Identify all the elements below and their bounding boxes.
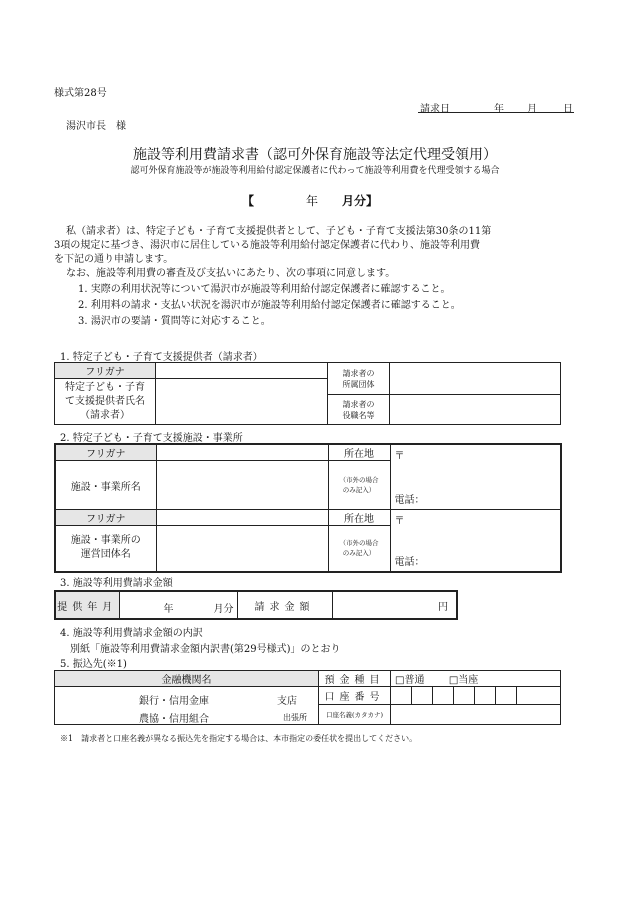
intro-line-1: 私（請求者）は、特定子ども・子育て支援提供者として、子ども・子育て支援法第30条の11第 bbox=[66, 226, 492, 237]
s1-furigana-input[interactable] bbox=[156, 363, 328, 379]
s1-org-input[interactable] bbox=[390, 363, 561, 395]
footnote: ※1 請求者と口座名義が異なる振込先を指定する場合は、本市指定の委任状を提出してください。 bbox=[60, 734, 418, 743]
form-number: 様式第28号 bbox=[54, 88, 107, 99]
s5-bank-input[interactable] bbox=[55, 687, 319, 725]
section4-heading: 4. 施設等利用費請求金額の内訳 bbox=[60, 628, 203, 639]
s1-name-input[interactable] bbox=[156, 379, 328, 425]
s1-org-label: 請求者の 所属団体 bbox=[328, 363, 390, 395]
s1-furigana-label: フリガナ bbox=[55, 363, 156, 379]
page-subtitle: 認可外保育施設等が施設等利用給付認定保護者に代わって施設等利用費を代理受領する場合 bbox=[130, 166, 500, 176]
s5-bank-type-1: 銀行・信用金庫 bbox=[139, 696, 209, 707]
s2-operator-location-label: 所在地 bbox=[328, 510, 390, 526]
s5-deposit-type-label: 預金種目 bbox=[319, 671, 391, 687]
section1-table bbox=[54, 362, 561, 425]
s5-account-digit-6[interactable] bbox=[496, 687, 517, 705]
section1-heading: 1. 特定子ども・子育て支援提供者（請求者） bbox=[60, 352, 263, 363]
s1-position-label: 請求者の 役職名等 bbox=[328, 395, 390, 425]
request-date-underline bbox=[418, 112, 574, 113]
s2-operator-phone-label: 電話： bbox=[394, 556, 425, 568]
addressee-text: 湯沢市長 様 bbox=[66, 121, 126, 132]
s3-yen: 円 bbox=[438, 601, 448, 613]
s2-facility-name-input[interactable] bbox=[156, 461, 328, 510]
request-date-label: 請求日 bbox=[420, 104, 450, 115]
s2-operator-furigana-label: フリガナ bbox=[55, 510, 156, 526]
s3-year: 年 bbox=[163, 604, 174, 615]
s5-account-digit-1[interactable] bbox=[391, 687, 412, 705]
s5-current-checkbox[interactable]: □当座 bbox=[448, 675, 479, 686]
page-title: 施設等利用費請求書（認可外保育施設等法定代理受領用） bbox=[133, 147, 497, 163]
s2-operator-furigana-input[interactable] bbox=[156, 510, 328, 526]
s2-address-input[interactable] bbox=[390, 444, 561, 510]
s2-postal-mark: 〒 bbox=[394, 451, 405, 462]
s5-deposit-type-options bbox=[391, 671, 561, 687]
intro-line-2: 3項の規定に基づき、湯沢市に居住している施設等利用給付認定保護者に代わり、施設等利用費 bbox=[54, 240, 480, 251]
s2-operator-outside-note: （市外の場合 のみ記入） bbox=[328, 526, 390, 572]
s3-amount-input[interactable] bbox=[332, 591, 457, 619]
s5-branch: 支店 bbox=[277, 696, 297, 707]
s3-provision-label: 提供年月 bbox=[55, 591, 119, 619]
s3-provision-input[interactable] bbox=[119, 591, 237, 619]
s5-account-holder-input[interactable] bbox=[391, 705, 561, 725]
s2-furigana-label: フリガナ bbox=[55, 444, 156, 461]
s5-account-digit-2[interactable] bbox=[412, 687, 433, 705]
section4-text: 別紙「施設等利用費請求金額内訳書(第29号様式)」のとおり bbox=[70, 644, 341, 655]
period-month: 月分】 bbox=[342, 194, 379, 208]
section5-table bbox=[54, 670, 561, 725]
consent-item-1: 1. 実際の利用状況等について湯沢市が施設等利用給付認定保護者に確認すること。 bbox=[78, 284, 451, 295]
period-open: 【 bbox=[242, 194, 255, 208]
s5-account-digit-3[interactable] bbox=[433, 687, 454, 705]
s2-operator-address-input[interactable] bbox=[390, 510, 561, 572]
s5-account-number-label: 口座番号 bbox=[319, 687, 391, 705]
s2-operator-label: 施設・事業所の 運営団体名 bbox=[55, 526, 156, 572]
s5-bank-type-2: 農協・信用組合 bbox=[139, 714, 209, 725]
request-date-day: 日 bbox=[563, 104, 573, 115]
section5-heading: 5. 振込先(※1) bbox=[60, 659, 127, 670]
section2-table bbox=[54, 443, 562, 573]
request-date-year: 年 bbox=[494, 104, 504, 115]
section3-heading: 3. 施設等利用費請求金額 bbox=[60, 578, 173, 589]
s5-account-digit-4[interactable] bbox=[454, 687, 475, 705]
s5-account-digit-7[interactable] bbox=[517, 687, 561, 705]
s5-account-holder-label: 口座名義(カタカナ) bbox=[319, 705, 391, 725]
s5-sub-branch: 出張所 bbox=[283, 713, 307, 722]
intro-line-3: を下記の通り申請します。 bbox=[54, 254, 174, 265]
consent-item-2: 2. 利用料の請求・支払い状況を湯沢市が施設等利用給付認定保護者に確認すること。 bbox=[78, 300, 461, 311]
period-year: 年 bbox=[306, 194, 319, 208]
s2-operator-postal-mark: 〒 bbox=[394, 516, 405, 527]
s1-position-input[interactable] bbox=[390, 395, 561, 425]
s2-phone-label: 電話： bbox=[394, 495, 425, 506]
s2-furigana-input[interactable] bbox=[156, 444, 328, 461]
s3-amount-label: 請求金額 bbox=[237, 591, 332, 619]
s5-bank-label: 金融機関名 bbox=[55, 671, 319, 687]
s5-ordinary-checkbox[interactable]: □普通 bbox=[395, 675, 425, 686]
request-date-month: 月 bbox=[527, 104, 537, 115]
s5-account-digit-5[interactable] bbox=[475, 687, 496, 705]
s2-facility-name-label: 施設・事業所名 bbox=[55, 461, 156, 510]
s2-operator-input[interactable] bbox=[156, 526, 328, 572]
consent-item-3: 3. 湯沢市の要請・質問等に対応すること。 bbox=[78, 316, 271, 327]
s1-name-label: 特定子ども・子育 て支援提供者氏名 （請求者） bbox=[55, 379, 156, 425]
section3-table bbox=[54, 590, 458, 620]
s2-outside-note: （市外の場合 のみ記入） bbox=[328, 461, 390, 510]
s3-month: 月分 bbox=[213, 604, 234, 615]
section2-heading: 2. 特定子ども・子育て支援施設・事業所 bbox=[60, 433, 243, 444]
s2-location-label: 所在地 bbox=[328, 444, 390, 461]
intro-line-4: なお、施設等利用費の審査及び支払いにあたり、次の事項に同意します。 bbox=[66, 268, 396, 279]
